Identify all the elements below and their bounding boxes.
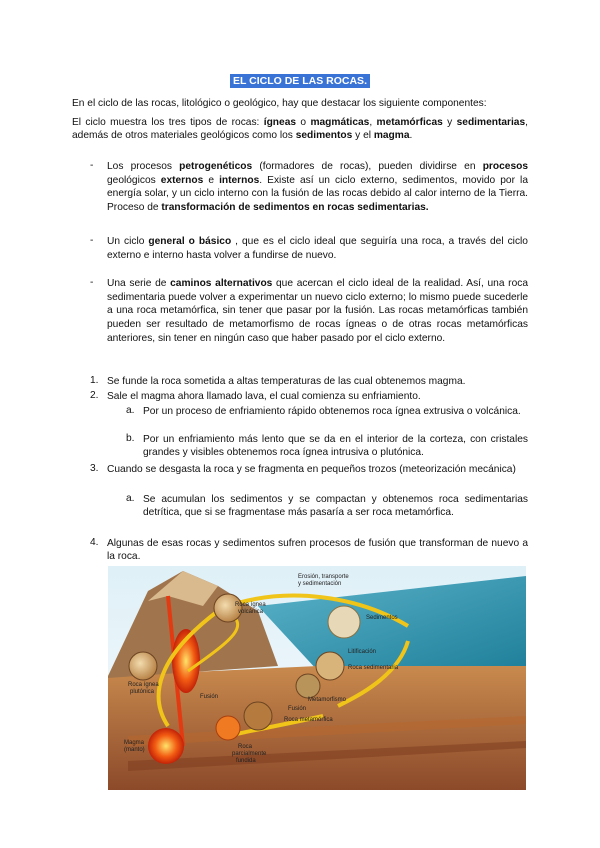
- label-magma: Magma: [124, 740, 145, 746]
- list-number: 1.: [90, 375, 99, 386]
- bullet-marker: -: [90, 160, 94, 171]
- title-highlight: EL CICLO DE LAS ROCAS.: [230, 74, 370, 88]
- label-sedimentos: Sedimentos: [366, 615, 398, 621]
- label-fusion-2: Fusión: [288, 706, 307, 712]
- sublist-item: Por un proceso de enfriamiento rápido obtenemos roca ígnea extrusiva o volcánica.: [143, 406, 521, 417]
- label-volcanica: Roca ígnea: [235, 602, 266, 608]
- metamorfismo-sample: [296, 674, 320, 698]
- bullet-item: Los procesos petrogenéticos (formadores de rocas), pueden dividirse en procesos geológicos externos e internos. Existe así un ciclo externo, sedimentos, movido por la energía solar, y un ciclo interno con la fusión de las rocas debido al calor interno de la Tierra. Proceso de transformación de sedimentos en rocas sedimentarias.: [107, 161, 528, 214]
- list-item: Algunas de esas rocas y sedimentos sufren procesos de fusión que transforman de nuevo a la roca.: [107, 538, 528, 563]
- list-item: Se funde la roca sometida a altas temperaturas de las cual obtenemos magma.: [107, 376, 466, 387]
- label-parcial-3: fundida: [236, 758, 256, 764]
- label-erosion-2: y sedimentación: [298, 581, 342, 587]
- page-title: [0, 71, 600, 89]
- list-item: Cuando se desgasta la roca y se fragmenta en pequeños trozos (meteorización mecánica): [107, 464, 516, 475]
- bullet-item: Una serie de caminos alternativos que acercan el ciclo ideal de la realidad. Así, una roca sedimentaria puede volver a experimentar un nuevo ciclo externo; lo mismo puede sucederle a una roca metamórfica, sin tener que pasar por la fusión. Las rocas metamórficas también pueden ser resultado de metamorfismo de rocas ígneas o de otras rocas metamórficas anteriores, sin tener en ningún caso que haber pasado por el ciclo externo.: [107, 278, 528, 344]
- label-metamorfismo: Metamorfismo: [308, 697, 347, 703]
- rock-cycle-diagram: [108, 566, 526, 790]
- label-volcanica-2: volcánica: [238, 609, 264, 615]
- sublist-item: Se acumulan los sedimentos y se compactan y obtenemos roca sedimentarias detrítica, que si se fragmentase más pasaría a ser roca metamórfica.: [143, 494, 528, 519]
- bullet-item: Un ciclo general o básico , que es el ciclo ideal que seguiría una roca, a través del ciclo externo e interno hasta volver a fundirse de nuevo.: [107, 236, 528, 261]
- label-erosion: Erosión, transporte: [298, 574, 349, 580]
- roca-parcialmente-fundida-sample: [216, 716, 240, 740]
- label-litificacion: Litificación: [348, 649, 377, 655]
- list-number: 4.: [90, 537, 99, 548]
- list-number: 2.: [90, 390, 99, 401]
- label-parcial-1: Roca: [238, 744, 253, 750]
- bullet-marker: -: [90, 277, 94, 288]
- label-plutonica: Roca ígnea: [128, 682, 159, 688]
- label-plutonica-2: plutónica: [130, 689, 155, 695]
- sublist-letter: a.: [126, 493, 135, 504]
- label-manto: (manto): [124, 747, 145, 753]
- magma-sample: [148, 728, 184, 764]
- sublist-item: Por un enfriamiento más lento que se da en el interior de la corteza, con cristales grandes y visibles obtenemos roca ígnea intrusiva o plutónica.: [143, 434, 528, 459]
- label-fusion-1: Fusión: [200, 694, 219, 700]
- bullet-marker: -: [90, 235, 94, 246]
- intro-paragraph-2: El ciclo muestra los tres tipos de rocas: ígneas o magmáticas, metamórficas y sedimentarias, además de otros materiales geológicos como los sedimentos y el magma.: [72, 117, 528, 142]
- roca-volcanica-sample: [214, 594, 242, 622]
- sublist-letter: a.: [126, 405, 135, 416]
- sedimentos-sample: [328, 606, 360, 638]
- roca-sedimentaria-sample: [316, 652, 344, 680]
- intro-paragraph-1: En el ciclo de las rocas, litológico o geológico, hay que destacar los siguiente componentes:: [72, 98, 487, 109]
- roca-plutonica-sample: [129, 652, 157, 680]
- sublist-letter: b.: [126, 433, 135, 444]
- list-number: 3.: [90, 463, 99, 474]
- list-item: Sale el magma ahora llamado lava, el cual comienza su enfriamiento.: [107, 391, 421, 402]
- roca-metamorfica-sample: [244, 702, 272, 730]
- label-sedimentaria: Roca sedimentaria: [348, 665, 399, 671]
- label-parcial-2: parcialmente: [232, 751, 267, 757]
- label-metamorfica: Roca metamórfica: [284, 717, 333, 723]
